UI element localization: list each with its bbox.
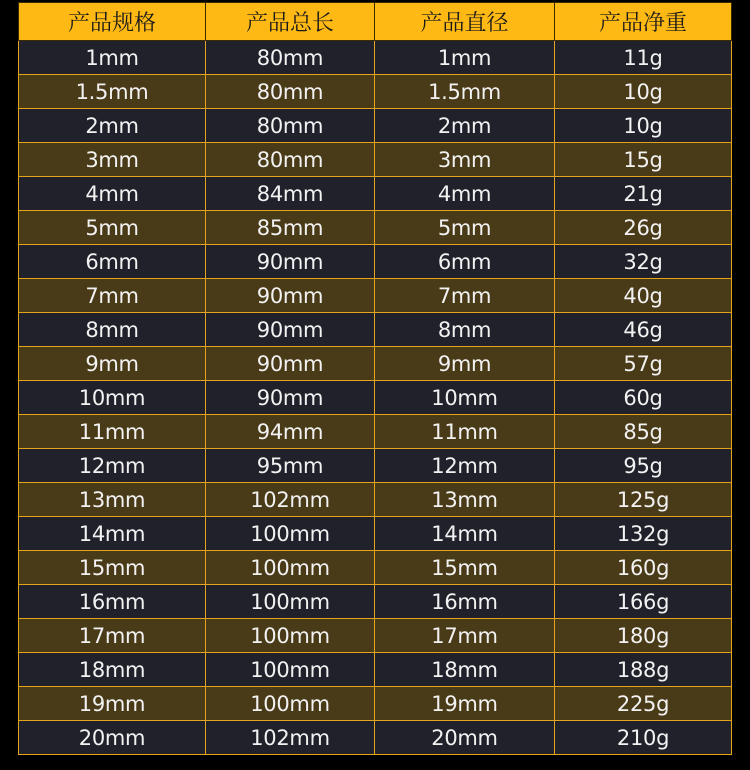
cell-diameter: 8mm [375, 313, 555, 347]
cell-spec: 14mm [19, 517, 206, 551]
cell-spec: 10mm [19, 381, 206, 415]
cell-length: 102mm [206, 721, 375, 755]
cell-weight: 15g [555, 143, 732, 177]
cell-length: 80mm [206, 41, 375, 75]
cell-length: 100mm [206, 653, 375, 687]
cell-weight: 57g [555, 347, 732, 381]
cell-diameter: 20mm [375, 721, 555, 755]
table-row [19, 143, 732, 177]
table-row [19, 381, 732, 415]
table-row [19, 41, 732, 75]
cell-length: 90mm [206, 347, 375, 381]
table-row [19, 279, 732, 313]
table-row [19, 245, 732, 279]
cell-weight: 125g [555, 483, 732, 517]
cell-weight: 95g [555, 449, 732, 483]
cell-length: 90mm [206, 313, 375, 347]
cell-weight: 40g [555, 279, 732, 313]
table-row [19, 721, 732, 755]
cell-weight: 160g [555, 551, 732, 585]
cell-weight: 85g [555, 415, 732, 449]
cell-length: 100mm [206, 517, 375, 551]
cell-spec: 8mm [19, 313, 206, 347]
table-row [19, 347, 732, 381]
header-cell-diameter: 产品直径 [375, 3, 555, 41]
table-row [19, 415, 732, 449]
cell-spec: 9mm [19, 347, 206, 381]
cell-weight: 210g [555, 721, 732, 755]
table-row [19, 687, 732, 721]
cell-length: 100mm [206, 551, 375, 585]
cell-spec: 4mm [19, 177, 206, 211]
cell-spec: 1mm [19, 41, 206, 75]
cell-spec: 20mm [19, 721, 206, 755]
cell-weight: 166g [555, 585, 732, 619]
table-row [19, 109, 732, 143]
cell-spec: 19mm [19, 687, 206, 721]
cell-diameter: 17mm [375, 619, 555, 653]
cell-diameter: 3mm [375, 143, 555, 177]
cell-weight: 10g [555, 109, 732, 143]
cell-length: 94mm [206, 415, 375, 449]
table-row [19, 75, 732, 109]
cell-diameter: 7mm [375, 279, 555, 313]
cell-length: 90mm [206, 245, 375, 279]
cell-diameter: 4mm [375, 177, 555, 211]
header-cell-spec: 产品规格 [19, 3, 206, 41]
cell-weight: 60g [555, 381, 732, 415]
cell-length: 100mm [206, 619, 375, 653]
cell-diameter: 6mm [375, 245, 555, 279]
table-row [19, 517, 732, 551]
cell-diameter: 18mm [375, 653, 555, 687]
cell-diameter: 1mm [375, 41, 555, 75]
table-row [19, 449, 732, 483]
header-cell-weight: 产品净重 [555, 3, 732, 41]
cell-length: 80mm [206, 143, 375, 177]
spec-table [18, 2, 732, 755]
cell-spec: 17mm [19, 619, 206, 653]
table-row [19, 177, 732, 211]
cell-diameter: 15mm [375, 551, 555, 585]
cell-spec: 18mm [19, 653, 206, 687]
table-row [19, 211, 732, 245]
cell-weight: 225g [555, 687, 732, 721]
cell-length: 80mm [206, 109, 375, 143]
cell-diameter: 5mm [375, 211, 555, 245]
cell-spec: 3mm [19, 143, 206, 177]
cell-diameter: 1.5mm [375, 75, 555, 109]
cell-diameter: 19mm [375, 687, 555, 721]
cell-length: 95mm [206, 449, 375, 483]
header-cell-length: 产品总长 [206, 3, 375, 41]
cell-spec: 2mm [19, 109, 206, 143]
cell-weight: 11g [555, 41, 732, 75]
cell-weight: 46g [555, 313, 732, 347]
cell-spec: 5mm [19, 211, 206, 245]
cell-weight: 180g [555, 619, 732, 653]
table-row [19, 619, 732, 653]
table-row [19, 313, 732, 347]
table-body [19, 41, 732, 755]
cell-spec: 12mm [19, 449, 206, 483]
cell-spec: 16mm [19, 585, 206, 619]
cell-length: 90mm [206, 381, 375, 415]
cell-length: 100mm [206, 585, 375, 619]
cell-diameter: 11mm [375, 415, 555, 449]
cell-spec: 15mm [19, 551, 206, 585]
cell-length: 102mm [206, 483, 375, 517]
cell-diameter: 9mm [375, 347, 555, 381]
table-row [19, 551, 732, 585]
cell-weight: 188g [555, 653, 732, 687]
cell-diameter: 10mm [375, 381, 555, 415]
cell-diameter: 12mm [375, 449, 555, 483]
cell-spec: 11mm [19, 415, 206, 449]
cell-weight: 26g [555, 211, 732, 245]
cell-spec: 1.5mm [19, 75, 206, 109]
cell-diameter: 16mm [375, 585, 555, 619]
cell-spec: 6mm [19, 245, 206, 279]
cell-weight: 32g [555, 245, 732, 279]
cell-length: 100mm [206, 687, 375, 721]
table-row [19, 483, 732, 517]
cell-length: 90mm [206, 279, 375, 313]
cell-diameter: 2mm [375, 109, 555, 143]
cell-spec: 13mm [19, 483, 206, 517]
cell-length: 85mm [206, 211, 375, 245]
table-row [19, 653, 732, 687]
cell-length: 80mm [206, 75, 375, 109]
cell-diameter: 14mm [375, 517, 555, 551]
cell-weight: 10g [555, 75, 732, 109]
cell-diameter: 13mm [375, 483, 555, 517]
header-row [19, 3, 732, 41]
table-row [19, 585, 732, 619]
cell-weight: 21g [555, 177, 732, 211]
cell-spec: 7mm [19, 279, 206, 313]
cell-length: 84mm [206, 177, 375, 211]
cell-weight: 132g [555, 517, 732, 551]
